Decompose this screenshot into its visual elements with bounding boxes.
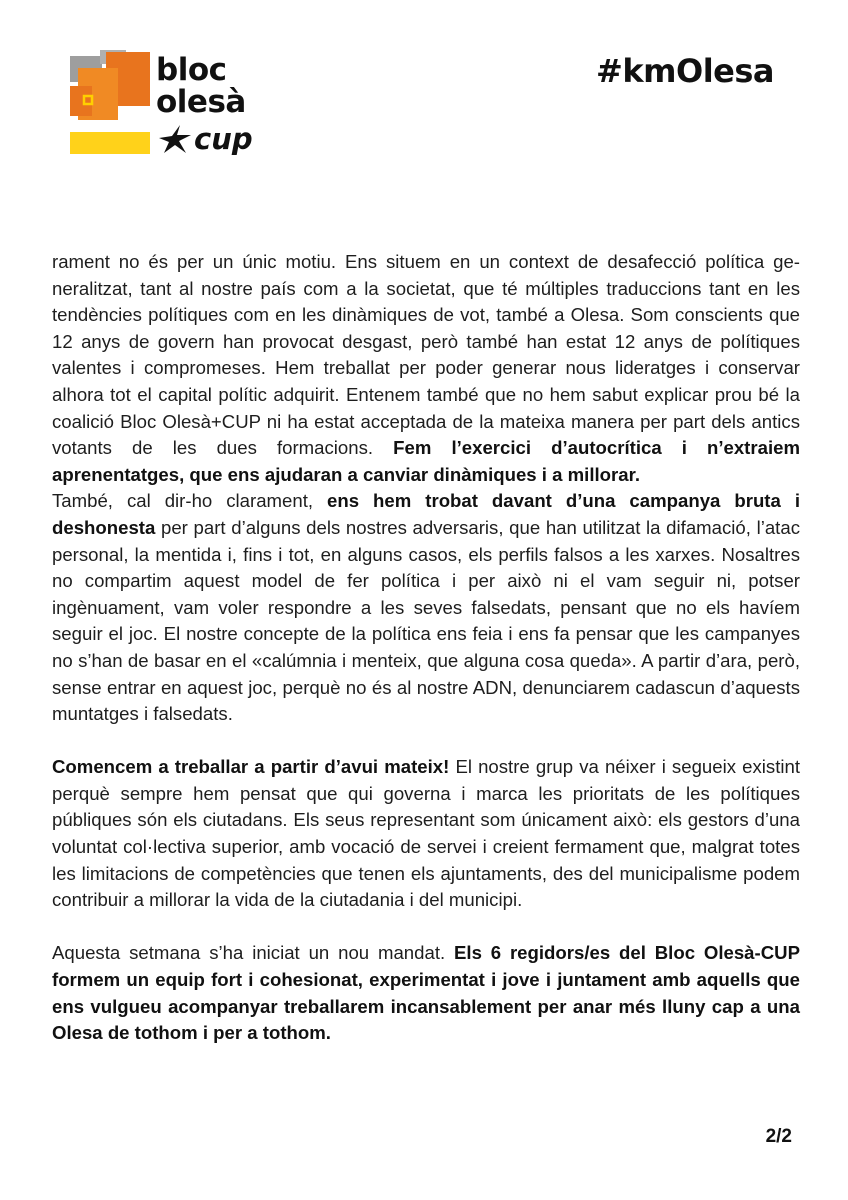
p4-text: Aquesta setmana s’ha iniciat un nou mandat. [52, 942, 454, 964]
logo-cup [158, 124, 253, 154]
paragraph-1 [52, 249, 800, 488]
page-number: 2/2 [765, 1126, 792, 1147]
body-text [52, 249, 800, 1047]
hashtag: #kmOlesa [596, 52, 774, 90]
logo-cup-text: cup [194, 122, 253, 156]
paragraph-4 [52, 940, 800, 1046]
bloc-olesa-cup-logo [70, 50, 270, 170]
logo-line-bloc: bloc [156, 52, 227, 88]
p3-bold: Comencem a treballar a partir d’avui mateix! [52, 756, 450, 778]
p3-text: El nostre grup va néixer i segueix existint perquè sempre hem pensat que qui governa i marca les prioritats de les polítiques públiques són els ciutadans. Els seus representant som únicament això: els gestors d’una voluntat col·lectiva superior, amb vocació de servei i creient fermament que, malgrat totes les limitacions de competències que tenen els ajuntaments, des del municipalisme podem contribuir a millorar la vida de la ciutadania i del municipi. [52, 756, 801, 911]
logo-mark-icon [70, 50, 150, 154]
logo-line-olesa: olesà [156, 84, 246, 120]
p2-bold: ens hem trobat davant d’una campanya bruta i deshonesta [52, 490, 800, 538]
p2-text-b: per part d’alguns dels nostres adversaris, que han utilitzat la difamació, l’atac personal, la mentida i, fins i tot, en alguns casos, els perfils falsos a les xarxes. Nosaltres no compartim aquest model de fer política i per això ni el vam seguir ni, potser ingènuament, vam voler respondre a les seves falsedats, pensant que no els havíem seguir el joc. El nostre concepte de la política ens feia i ens fa pensar que les campanyes no s’han de basar en el «calúmnia i menteix, que alguna cosa queda». A partir d’ara, però, sense entrar en aquest joc, perquè no és al nostre ADN, denunciarem cadascun d’aquests muntatges i falsedats. [52, 516, 800, 725]
spacer [52, 728, 800, 755]
star-icon [158, 124, 192, 154]
p1-text: rament no és per un únic motiu. Ens situem en un context de desafecció política generalitzat, tant al nostre país com a la societat, que té múltiples traduccions tant en les tendències polítiques com en les dinàmiques de vot, també a Olesa. Som conscients que 12 anys de govern han provocat desgast, però també han estat 12 anys de polítiques valentes i compromeses. Hem treballat per poder generar nous lideratges i conservar alhora tot el capital polític adquirit. Entenem també que no hem sabut explicar prou bé la coalició Bloc Olesà+CUP ni ha estat acceptada de la mateixa manera per part dels antics votants de les dues formacions. [52, 251, 800, 459]
paragraph-2 [52, 488, 800, 727]
spacer [52, 914, 800, 941]
p2-text-a: També, cal dir-ho clarament, [52, 490, 328, 512]
paragraph-3 [52, 754, 800, 914]
p1-bold: Fem l’exercici d’autocrítica i n’extraiem aprenentatges, que ens ajudaran a canviar dinàmiques i a millorar. [52, 437, 800, 485]
p4-bold: Els 6 regidors/es del Bloc Olesà-CUP formem un equip fort i cohesionat, experimentat i jove i juntament amb aquells que ens vulgueu acompanyar treballarem incansablement per anar més lluny cap a una Olesa de tothom i per a tothom. [52, 942, 800, 1044]
logo-wordmark [156, 54, 246, 118]
